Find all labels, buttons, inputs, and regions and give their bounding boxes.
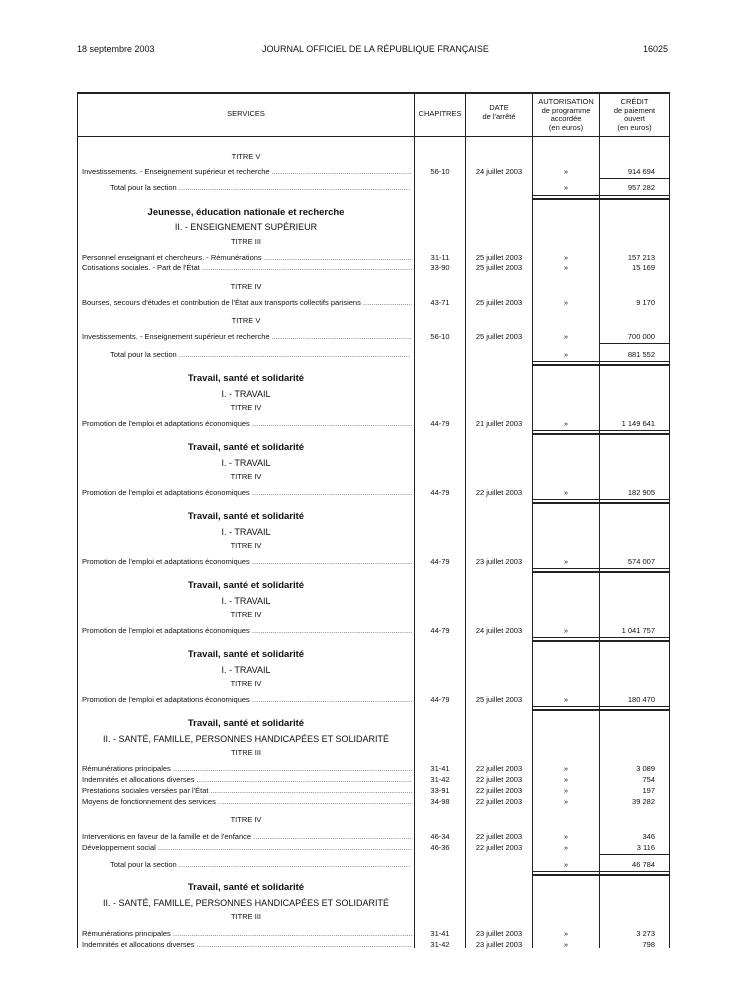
row-label: Rémunérations principales ..... xyxy=(82,764,412,774)
section-title: TITRE IV xyxy=(230,282,262,291)
section-heading: II. - SANTÉ, FAMILLE, PERSONNES HANDICAPÉES ET SOLIDARITÉ xyxy=(103,898,389,908)
row-label: Cotisations sociales. - Part de l'État ..... xyxy=(82,263,412,273)
section-title: TITRE IV xyxy=(230,403,262,412)
section-heading: I. - TRAVAIL xyxy=(221,665,271,675)
row-label: Bourses, secours d'études et contribution de l'État aux transports collectifs parisiens ..... xyxy=(82,298,412,308)
row-label: Prestations sociales versées par l'État ..... xyxy=(82,786,412,796)
col-date: DATE de l'arrêté xyxy=(482,103,516,121)
section-heading: I. - TRAVAIL xyxy=(221,596,271,606)
col-credit: CRÉDIT de paiement ouvert (en euros) xyxy=(613,97,656,132)
row-label: Indemnités et allocations diverses ..... xyxy=(82,940,412,950)
section-title: TITRE III xyxy=(231,237,261,246)
ministry-heading: Travail, santé et solidarité xyxy=(187,718,305,729)
row-label: Interventions en faveur de la famille et de l'enfance ..... xyxy=(82,832,412,842)
row-label: Promotion de l'emploi et adaptations économiques ..... xyxy=(82,626,412,636)
section-heading: II. - SANTÉ, FAMILLE, PERSONNES HANDICAPÉES ET SOLIDARITÉ xyxy=(103,734,389,744)
row-label: Moyens de fonctionnement des services ..... xyxy=(82,797,412,807)
row-label: Promotion de l'emploi et adaptations économiques ..... xyxy=(82,488,412,498)
section-heading: II. - ENSEIGNEMENT SUPÉRIEUR xyxy=(174,222,318,232)
col-chapitres: CHAPITRES xyxy=(418,109,462,118)
section-title: TITRE IV xyxy=(230,541,262,550)
row-label: Promotion de l'emploi et adaptations économiques ..... xyxy=(82,557,412,567)
ministry-heading: Travail, santé et solidarité xyxy=(187,649,305,660)
row-chapitre: 56-10 xyxy=(430,167,450,176)
row-label: Indemnités et allocations diverses ..... xyxy=(82,775,412,785)
row-label: Développement social ..... xyxy=(82,843,412,853)
section-title: TITRE V xyxy=(231,152,261,161)
row-label: Promotion de l'emploi et adaptations économiques ..... xyxy=(82,419,412,429)
ministry-heading: Travail, santé et solidarité xyxy=(187,580,305,591)
row-label: Investissements. - Enseignement supérieur et recherche ..... xyxy=(82,167,412,177)
section-title: TITRE III xyxy=(231,912,261,921)
total-label: Total pour la section ..... xyxy=(110,860,410,870)
ministry-heading: Travail, santé et solidarité xyxy=(187,442,305,453)
section-title: TITRE IV xyxy=(230,815,262,824)
section-title: TITRE V xyxy=(231,316,261,325)
ministry-heading: Travail, santé et solidarité xyxy=(187,511,305,522)
page-number: 16025 xyxy=(642,44,668,54)
ministry-heading: Travail, santé et solidarité xyxy=(187,882,305,893)
page-date: 18 septembre 2003 xyxy=(77,44,155,54)
section-heading: I. - TRAVAIL xyxy=(221,527,271,537)
section-heading: I. - TRAVAIL xyxy=(221,458,271,468)
total-credit: 46 784 xyxy=(632,860,655,869)
total-label: Total pour la section ..... xyxy=(110,350,410,360)
row-label: Personnel enseignant et chercheurs. - Rémunérations ..... xyxy=(82,253,412,263)
total-credit: 957 282 xyxy=(627,183,655,192)
row-autorisation: » xyxy=(563,167,569,176)
col-autorisation: AUTORISATION de programme accordée (en euros) xyxy=(538,97,594,132)
journal-title: JOURNAL OFFICIEL DE LA RÉPUBLIQUE FRANÇAISE xyxy=(262,44,489,54)
row-credit: 914 694 xyxy=(627,167,655,176)
row-label: Promotion de l'emploi et adaptations économiques ..... xyxy=(82,695,412,705)
row-label: Rémunérations principales ..... xyxy=(82,929,412,939)
ministry-heading: Jeunesse, éducation nationale et recherche xyxy=(147,207,345,218)
row-date: 24 juillet 2003 xyxy=(475,167,523,176)
section-title: TITRE IV xyxy=(230,679,262,688)
section-title: TITRE III xyxy=(231,748,261,757)
total-label: Total pour la section ..... xyxy=(110,183,410,193)
section-title: TITRE IV xyxy=(230,610,262,619)
section-title: TITRE IV xyxy=(230,472,262,481)
col-services: SERVICES xyxy=(227,109,265,118)
section-heading: I. - TRAVAIL xyxy=(221,389,271,399)
total-credit: 881 552 xyxy=(627,350,655,359)
row-label: Investissements. - Enseignement supérieur et recherche ..... xyxy=(82,332,412,342)
ministry-heading: Travail, santé et solidarité xyxy=(187,373,305,384)
